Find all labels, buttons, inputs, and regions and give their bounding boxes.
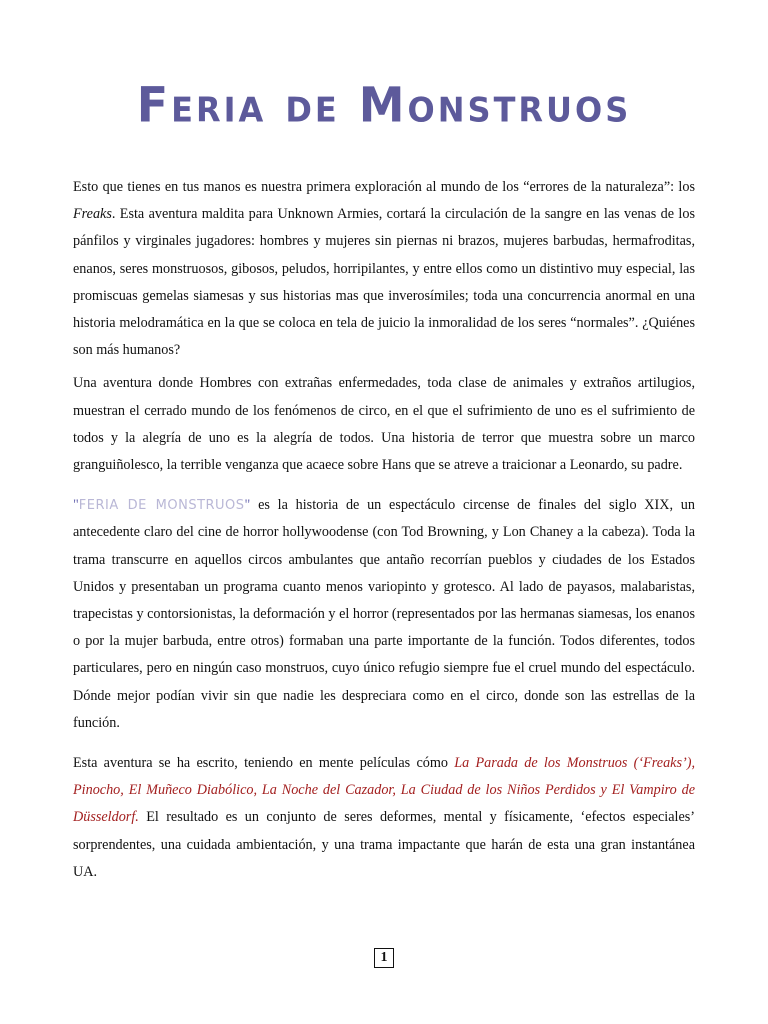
history-text: es la historia de un espectáculo circense de finales del siglo XIX, un antecedente claro del cine de horror hollywoodense (con Tod Browning, y Lon Chaney a la cabeza). Toda la trama transcurre en aquellos circos ambulantes que antaño recorrían pueblos y ciudades de los Estados Unidos y presentaban un programa cuanto menos variopinto y grotesco. Al lado de payasos, malabaristas, trapecistas y contorsionistas, la deformación y el horror (representados por las hermanas siamesas, los enanos o por la mujer barbuda, entre otros) formaban una parte importante de la función. Todos diferentes, todos particulares, pero en ningún caso monstruos, cuyo único refugio siempre fue el cruel mundo del espectáculo. Dónde mejor podían vivir sin que nadie les despreciara como en el circo, donde son las estrellas de la función. xyxy=(73,497,695,731)
faded-title-reference: FERIA DE MONSTRUOS xyxy=(78,498,245,514)
freaks-term: Freaks xyxy=(73,206,112,223)
paragraph-adventure: Una aventura donde Hombres con extrañas enfermedades, toda clase de animales y extraños artilugios, muestran el cerrado mundo de los fenómenos de circo, en el que el sufrimiento de uno es el sufrimiento de todos y la alegría de uno es la alegría de todos. Una historia de terror que muestra sobre un marco granguiñolesco, la terrible venganza que acaece sobre Hans que se atreve a traicionar a Leonardo, su padre. xyxy=(73,375,695,474)
intro-text-1: Esto que tienes en tus manos es nuestra primera exploración al mundo de los “errores de la naturaleza”: los xyxy=(73,179,695,195)
paragraph-history xyxy=(73,492,695,737)
film-titles: La Parada de los Monstruos (‘Freaks’), Pinocho, El Muñeco Diabólico, La Noche del Cazador, La Ciudad de los Niños Perdidos y El Vampiro de Düsseldorf. xyxy=(73,755,695,826)
document-body xyxy=(73,174,695,886)
films-result-text: El resultado es un conjunto de seres deformes, mental y físicamente, ‘efectos especiales’ sorprendentes, una cuidada ambientación, y una trama impactante que harán de esta una gran instantánea UA. xyxy=(73,809,695,880)
intro-text-2: . Esta aventura maldita para Unknown Armies, cortará la circulación de la sangre en las venas de los pánfilos y virginales jugadores: hombres y mujeres sin piernas ni brazos, mujeres barbudas, hermafroditas, enanos, seres monstruosos, gibosos, peludos, horripilantes, y entre ellos como un distintivo muy especial, las promiscuas gemelas siamesas y sus historias mas que inverosímiles; toda una concurrencia anormal en una historia melodramática en la que se coloca en tela de juicio la inmoralidad de los seres “normales”. ¿Quiénes son más humanos? xyxy=(73,206,695,359)
document-title: Feria de Monstruos xyxy=(136,76,632,134)
paragraph-films xyxy=(73,750,695,886)
close-quote: " xyxy=(244,497,251,514)
paragraph-intro xyxy=(73,174,695,364)
films-intro-text: Esta aventura se ha escrito, teniendo en mente películas cómo xyxy=(73,755,455,772)
page-number: 1 xyxy=(374,948,394,968)
open-quote: " xyxy=(73,497,79,514)
